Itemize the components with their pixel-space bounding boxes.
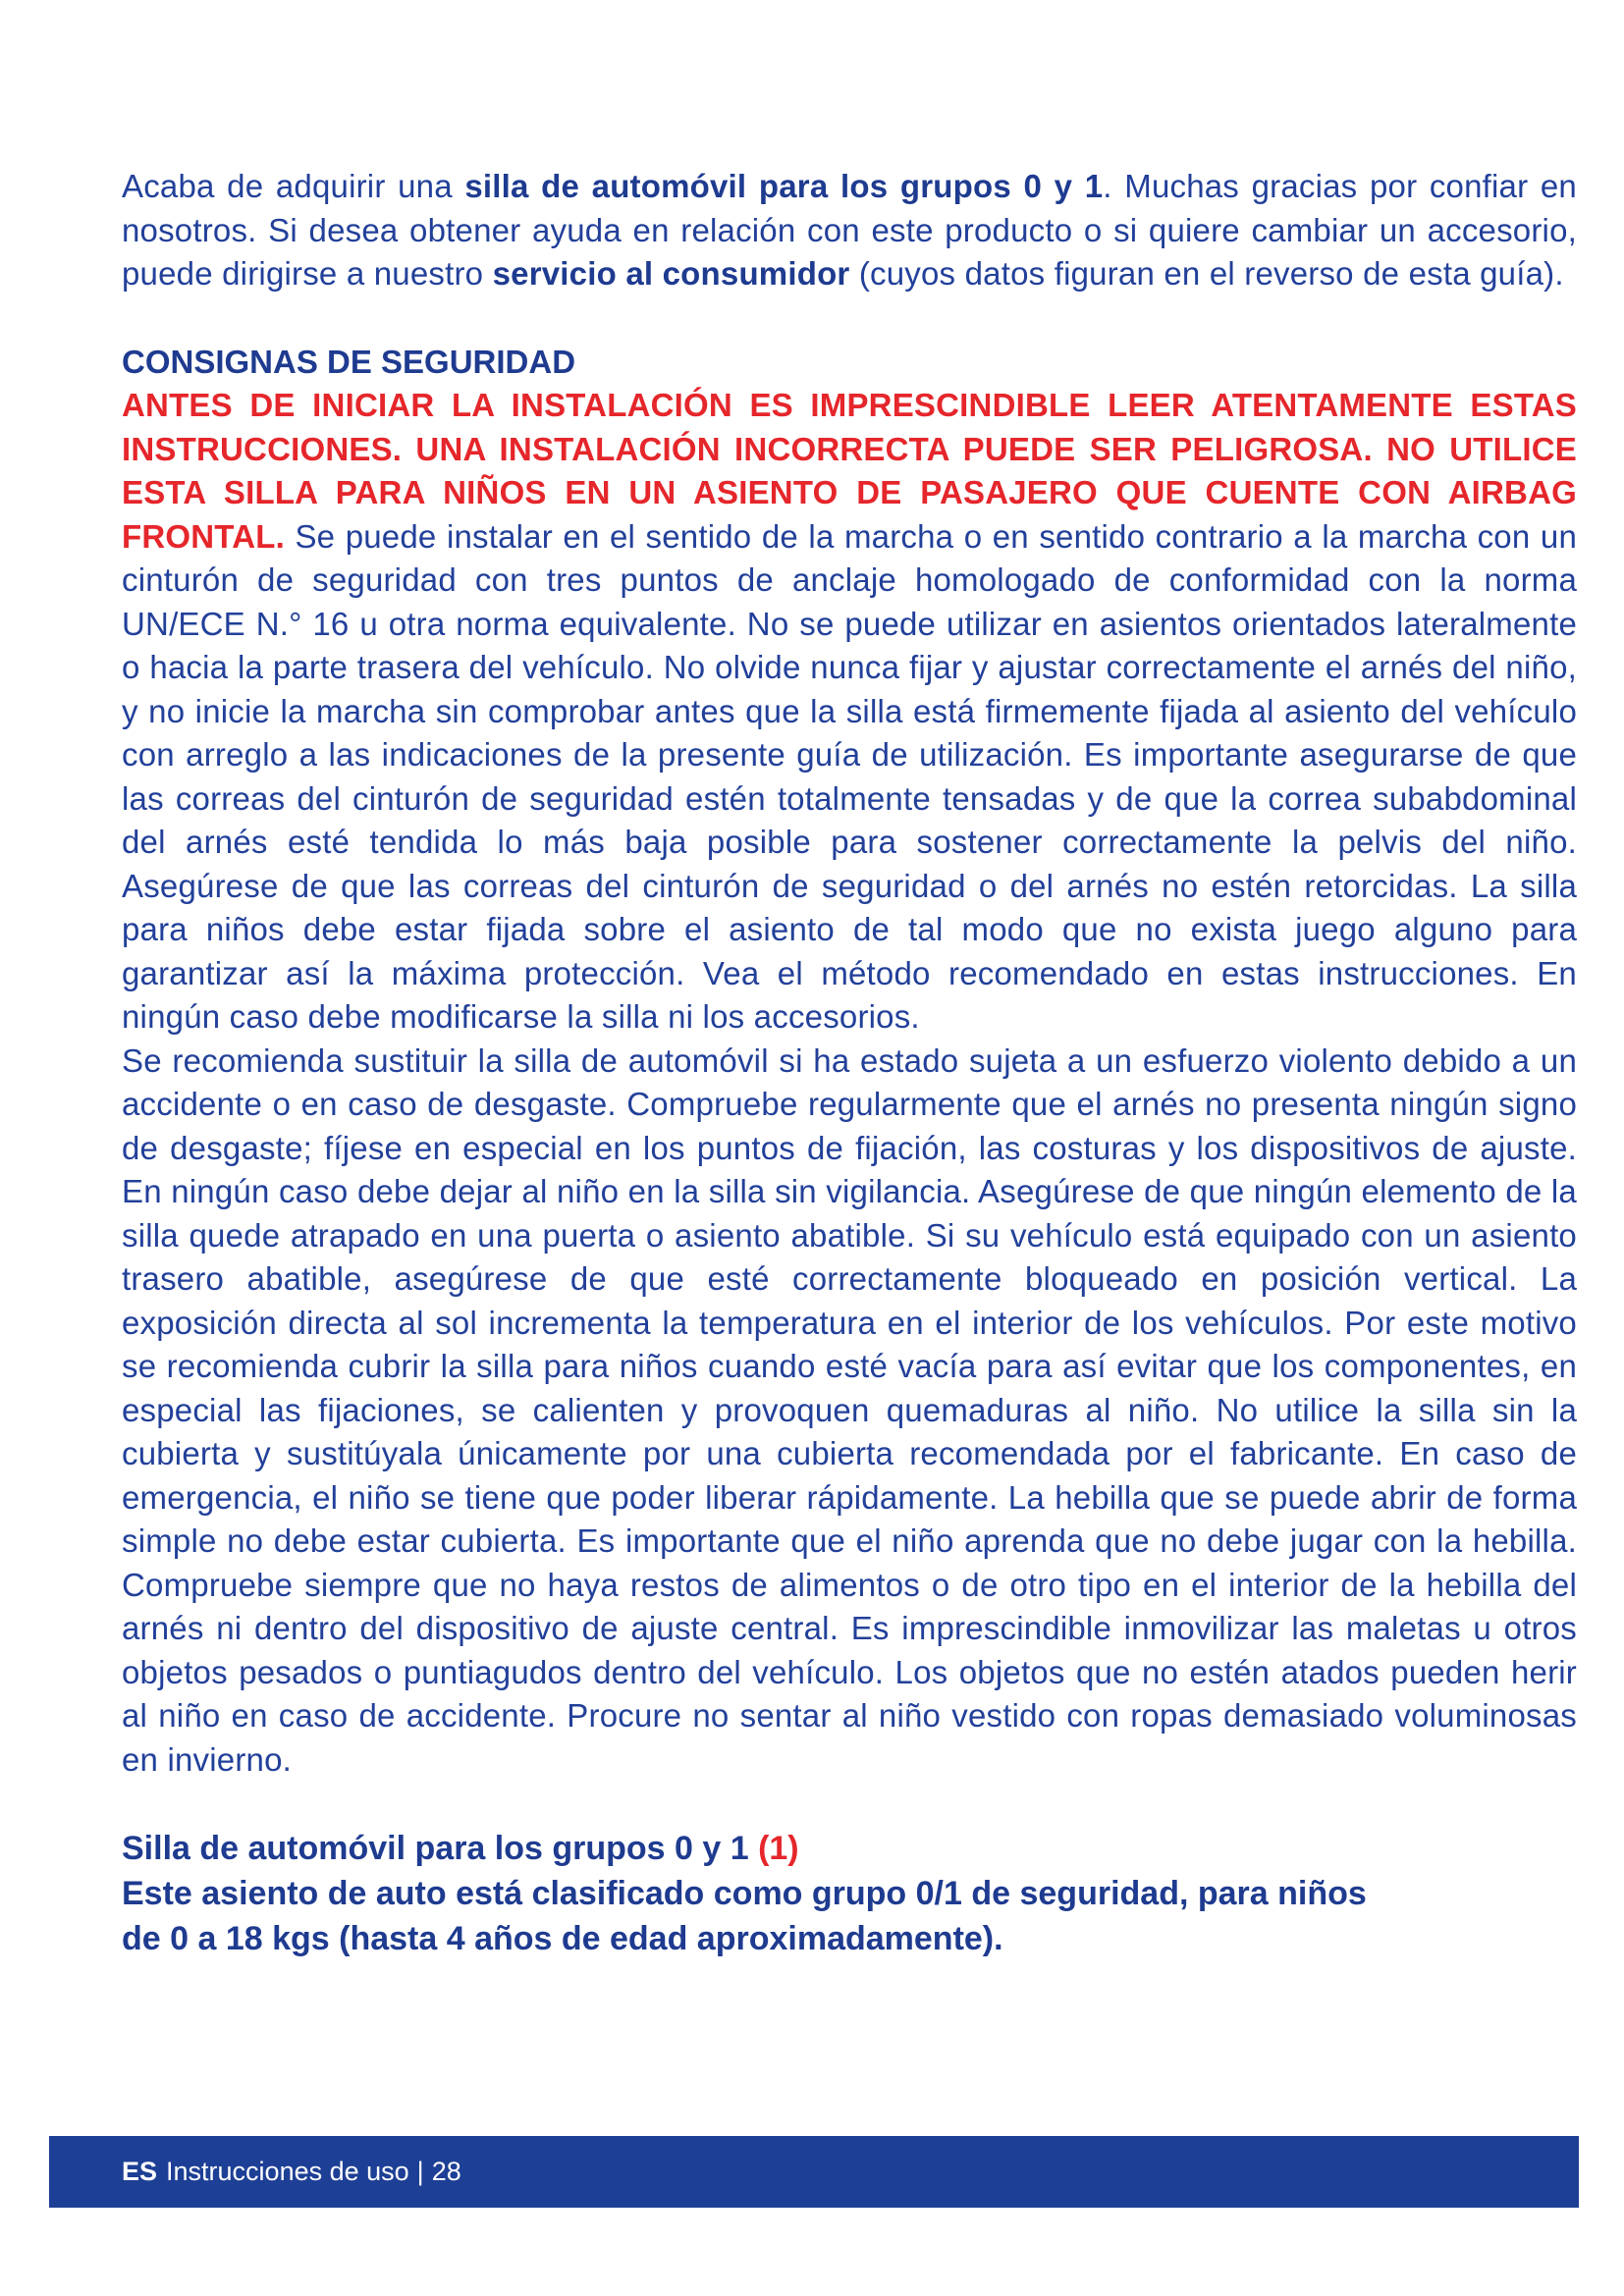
footer-page-number: 28 (431, 2157, 461, 2186)
group-title-ref: (1) (758, 1830, 799, 1867)
product-name: silla de automóvil para los grupos 0 y 1 (464, 168, 1104, 204)
intro-text-1: Acaba de adquirir una (122, 168, 465, 204)
group-description-line-2: de 0 a 18 kgs (hasta 4 años de edad aproximadamente). (122, 1920, 1003, 1957)
footer-separator: | (416, 2157, 424, 2186)
footer-language: ES (122, 2157, 158, 2186)
intro-paragraph (122, 165, 1577, 296)
intro-text-2: . Muchas gracias por confiar en nosotros. Si desea obtener ayuda en relación con este producto o si quiere cambiar un accesorio, puede dirigirse a nuestro (122, 168, 1577, 292)
footer-label: Instrucciones de uso (166, 2157, 409, 2186)
footer-bar (49, 2136, 1579, 2208)
safety-paragraph-2: Se recomienda sustituir la silla de automóvil si ha estado sujeta a un esfuerzo violento debido a un accidente o en caso de desgaste. Compruebe regularmente que el arnés no presenta ningún signo de desgaste; fíjese en especial en los puntos de fijación, las costuras y los dispositivos de ajuste. En ningún caso debe dejar al niño en la silla sin vigilancia. Asegúrese de que ningún elemento de la silla quede atrapado en una puerta o asiento abatible. Si su vehículo está equipado con un asiento trasero abatible, asegúrese de que esté correctamente bloqueado en posición vertical. La exposición directa al sol incrementa la temperatura en el interior de los vehículos. Por este motivo se recomienda cubrir la silla para niños cuando esté vacía para así evitar que los componentes, en especial las fijaciones, se calienten y provoquen quemaduras al niño. No utilice la silla sin la cubierta y sustitúyala únicamente por una cubierta recomendada por el fabricante. En caso de emergencia, el niño se tiene que poder liberar rápidamente. La hebilla que se puede abrir de forma simple no debe estar cubierta. Es importante que el niño aprenda que no debe jugar con la hebilla. Compruebe siempre que no haya restos de alimentos o de otro tipo en el interior de la hebilla del arnés ni dentro del dispositivo de ajuste central. Es imprescindible inmovilizar las maletas u otros objetos pesados o puntiagudos dentro del vehículo. Los objetos que no estén atados pueden herir al niño en caso de accidente. Procure no sentar al niño vestido con ropas demasiado voluminosas en invierno. (122, 1041, 1577, 1778)
group-description-line-1: Este asiento de auto está clasificado como grupo 0/1 de seguridad, para niños (122, 1875, 1367, 1912)
safety-body-1 (122, 384, 1577, 1040)
safety-heading: CONSIGNAS DE SEGURIDAD (122, 343, 576, 380)
consumer-service: servicio al consumidor (492, 255, 850, 292)
document-page (122, 165, 1577, 1961)
group-title (122, 1826, 1577, 1871)
safety-paragraph-1: Se puede instalar en el sentido de la marcha o en sentido contrario a la marcha con un cinturón de seguridad con tres puntos de anclaje homologado de conformidad con la norma UN/ECE N.° 16 u otra norma equivalente. No se puede utilizar en asientos orientados lateralmente o hacia la parte trasera del vehículo. No olvide nunca fijar y ajustar correctamente el arnés del niño, y no inicie la marcha sin comprobar antes que la silla está firmemente fijada al asiento del vehículo con arreglo a las indicaciones de la presente guía de utilización. Es importante asegurarse de que las correas del cinturón de seguridad estén totalmente tensadas y de que la correa subabdominal del arnés esté tendida lo más baja posible para sostener correctamente la pelvis del niño. Asegúrese de que las correas del cinturón de seguridad o del arnés no estén retorcidas. La silla para niños debe estar fijada sobre el asiento de tal modo que no exista juego alguno para garantizar así la máxima protección. Vea el método recomendado en estas instrucciones. En ningún caso debe modificarse la silla ni los accesorios. (122, 517, 1577, 1035)
group-section (122, 1826, 1577, 1961)
group-title-text: Silla de automóvil para los grupos 0 y 1 (122, 1830, 759, 1867)
safety-section (122, 341, 1577, 1783)
safety-warning: ANTES DE INICIAR LA INSTALACIÓN ES IMPRESCINDIBLE LEER ATENTAMENTE ESTAS INSTRUCCIONES. UNA INSTALACIÓN INCORRECTA PUEDE SER PELIGROSA. NO UTILICE ESTA SILLA PARA NIÑOS EN UN ASIENTO DE PASAJERO QUE CUENTE CON AIRBAG FRONTAL. (122, 387, 1577, 555)
intro-text-3: (cuyos datos figuran en el reverso de esta guía). (849, 255, 1564, 292)
